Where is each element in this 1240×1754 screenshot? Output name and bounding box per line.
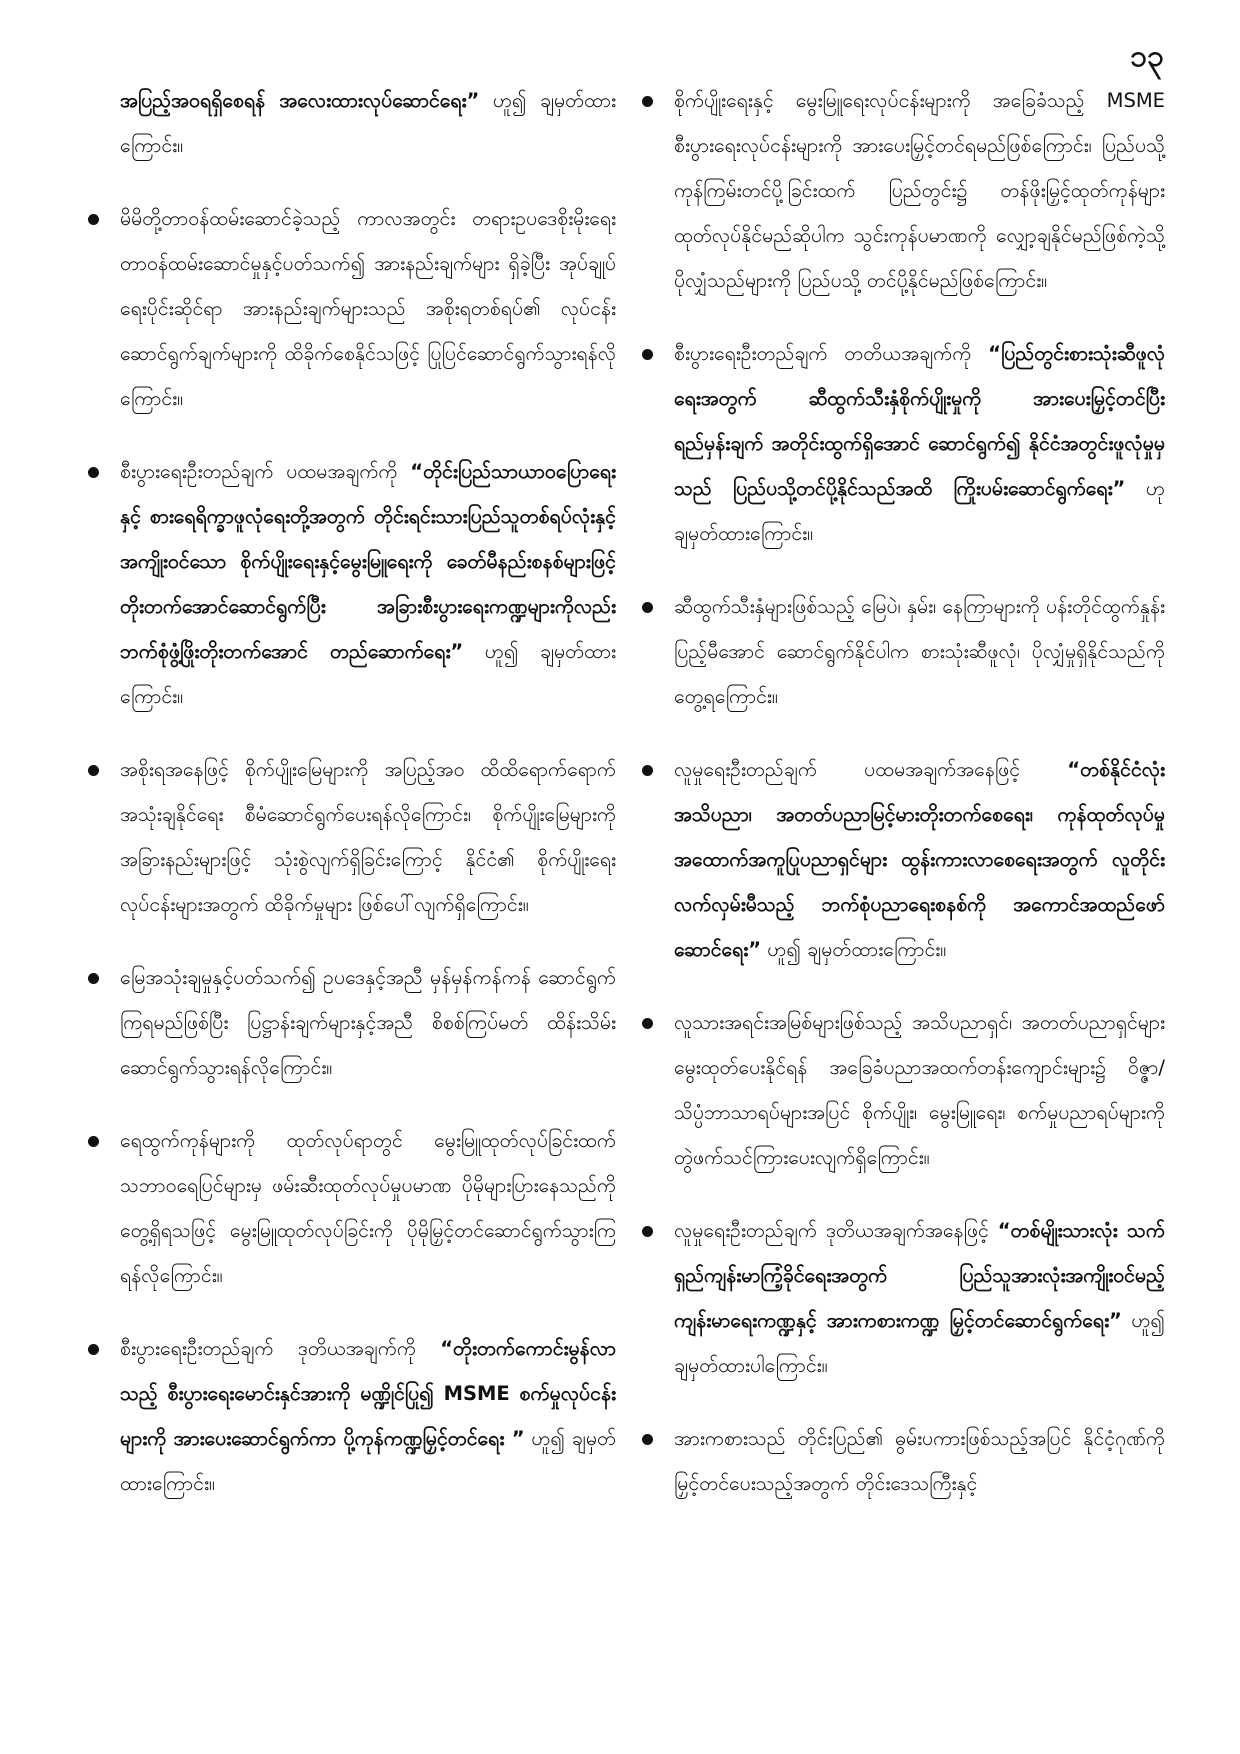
paragraph-text: အားကစားသည် တိုင်းပြည်၏ ဓွမ်းပကားဖြစ်သည့်အပြင် နိုင်ငံ့ဂုဏ်ကို မြှင့်တင်ပေးသည့်အတွက် တိုင်းဒေသကြီးနှင့် <box>674 1427 1165 1495</box>
right-column <box>650 78 1165 1534</box>
paragraph-text: လူမှုရေးဦးတည်ချက် ပထမအချက်အနေဖြင့် <box>674 758 1068 781</box>
bullet-paragraph <box>96 1118 616 1298</box>
bullet-paragraph <box>650 78 1165 303</box>
bullet-icon <box>88 1136 99 1147</box>
page-number: ၁၃ <box>1130 39 1164 74</box>
continued-paragraph <box>96 78 616 168</box>
bullet-icon <box>88 973 99 984</box>
bold-quote-text: “တိုင်းပြည်သာယာဝပြောရေးနှင့် စားရေရိက္ခာဖူလုံရေးတို့အတွက် တိုင်းရင်းသားပြည်သူတစ်ရပ်လုံးနှင့်အကျိုးဝင်သော စိုက်ပျိုးရေးနှင့်မွေးမြူရေးကို ခေတ်မီနည်းစနစ်များဖြင့် တိုးတက်အောင်ဆောင်ရွက်ပြီး အခြားစီးပွားရေးကဏ္ဍများကိုလည်း ဘက်စုံဖွံ့ဖြိုးတိုးတက်အောင် တည်ဆောက်ရေး” <box>120 460 616 663</box>
bullet-icon <box>642 765 653 776</box>
left-column <box>96 78 616 1534</box>
bullet-paragraph <box>650 1416 1165 1506</box>
bullet-icon <box>642 1018 653 1029</box>
bold-quote-text: အပြည့်အဝရရှိစေရန် အလေးထားလုပ်ဆောင်ရေး” <box>120 89 480 112</box>
paragraph-text: စီးပွားရေးဦးတည်ချက် တတိယအချက်ကို <box>674 342 989 365</box>
paragraph-text: အစိုးရအနေဖြင့် စိုက်ပျိုးမြေများကို အပြည့်အဝ ထိထိရောက်ရောက် အသုံးချနိုင်ရေး စီမံဆောင်ရွက်ပေးရန်လိုကြောင်း၊ စိုက်ပျိုးမြေများကို အခြားနည်းများဖြင့် သုံးစွဲလျက်ရှိခြင်းကြောင့် နိုင်ငံ၏ စိုက်ပျိုးရေးလုပ်ငန်းများအတွက် ထိခိုက်မှုများ ဖြစ်ပေါ်လျက်ရှိကြောင်း။ <box>120 758 616 916</box>
paragraph-text: ဟူ၍ ချမှတ်ထားကြောင်း။ <box>120 640 616 708</box>
paragraph-text: ရေထွက်ကုန်များကို ထုတ်လုပ်ရာတွင် မွေးမြူထုတ်လုပ်ခြင်းထက် သဘာဝရေပြင်များမှ ဖမ်းဆီးထုတ်လုပ်မှုပမာဏ ပိုမိုများပြားနေသည်ကို တွေ့ရှိရသဖြင့် မွေးမြူထုတ်လုပ်ခြင်းကို ပိုမိုမြှင့်တင်ဆောင်ရွက်သွားကြရန်လိုကြောင်း။ <box>120 1129 616 1287</box>
paragraph-text: ဟူ၍ ချမှတ်ထားကြောင်း။ <box>120 89 616 157</box>
bullet-paragraph <box>650 1000 1165 1180</box>
bullet-icon <box>642 1434 653 1445</box>
paragraph-text: ဟူ၍ ချမှတ်ထားကြောင်း။ <box>761 938 947 961</box>
bullet-icon <box>88 467 99 478</box>
bullet-paragraph <box>650 584 1165 719</box>
paragraph-text: မြေအသုံးချမှုနှင့်ပတ်သက်၍ ဥပဒေနှင့်အညီ မှန်မှန်ကန်ကန် ဆောင်ရွက်ကြရမည်ဖြစ်ပြီး ပြဋ္ဌာန်းချက်များနှင့်အညီ စိစစ်ကြပ်မတ် ထိန်းသိမ်းဆောင်ရွက်သွားရန်လိုကြောင်း။ <box>120 966 616 1079</box>
paragraph-text: ဟူ၍ ချမှတ်ထားကြောင်း။ <box>120 1427 616 1495</box>
bold-quote-text: “တစ်နိုင်ငံလုံး အသိပညာ၊ အတတ်ပညာမြင့်မားတိုးတက်စေရေး၊ ကုန်ထုတ်လုပ်မှု အထောက်အကူပြုပညာရှင်များ ထွန်းကားလာစေရေးအတွက် လူတိုင်းလက်လှမ်းမီသည့် ဘက်စုံပညာရေးစနစ်ကို အကောင်အထည်ဖော်ဆောင်ရေး” <box>674 758 1165 961</box>
bullet-paragraph <box>96 747 616 927</box>
bullet-paragraph <box>96 196 616 421</box>
bullet-paragraph <box>650 331 1165 556</box>
bold-quote-text: “တစ်မျိုးသားလုံး သက်ရှည်ကျန်းမာကြံ့ခိုင်ရေးအတွက် ပြည်သူအားလုံးအကျိုးဝင်မည့် ကျန်းမာရေးကဏ္ဍနှင့် အားကစားကဏ္ဍ မြှင့်တင်ဆောင်ရွက်ရေး” <box>674 1219 1165 1332</box>
bullet-icon <box>642 349 653 360</box>
paragraph-text: စီးပွားရေးဦးတည်ချက် ဒုတိယအချက်ကို <box>120 1337 441 1360</box>
paragraph-text: စီးပွားရေးဦးတည်ချက် ပထမအချက်ကို <box>120 460 411 483</box>
bold-quote-text: “ပြည်တွင်းစားသုံးဆီဖူလုံရေးအတွက် ဆီထွက်သီးနှံစိုက်ပျိုးမှုကို အားပေးမြှင့်တင်ပြီး ရည်မှန်းချက် အတိုင်းထွက်ရှိအောင် ဆောင်ရွက်၍ နိုင်ငံအတွင်းဖူလုံမှုမှသည် ပြည်ပသို့တင်ပို့နိုင်သည်အထိ ကြိုးပမ်းဆောင်ရွက်ရေး” <box>674 342 1165 500</box>
bullet-paragraph <box>96 1326 616 1506</box>
paragraph-text: လူသားအရင်းအမြစ်များဖြစ်သည့် အသိပညာရှင်၊ အတတ်ပညာရှင်များ မွေးထုတ်ပေးနိုင်ရန် အခြေခံပညာအထက်တန်းကျောင်းများ၌ ဝိဇ္ဇာ/ သိပ္ပံဘာသာရပ်များအပြင် စိုက်ပျိုး၊ မွေးမြူရေး၊ စက်မှုပညာရပ်များကို တွဲဖက်သင်ကြားပေးလျက်ရှိကြောင်း။ <box>674 1011 1165 1169</box>
paragraph-text: ဟူ၍ ချမှတ်ထားပါကြောင်း။ <box>674 1309 1165 1377</box>
bullet-paragraph <box>96 955 616 1090</box>
bold-quote-text: “တိုးတက်ကောင်းမွန်လာသည့် စီးပွားရေးမောင်းနှင်အားကို မဏ္ဍိုင်ပြု၍ MSME စက်မှုလုပ်ငန်းများကို အားပေးဆောင်ရွက်ကာ ပို့ကုန်ကဏ္ဍမြှင့်တင်ရေး ” <box>120 1337 616 1450</box>
bullet-icon <box>642 1226 653 1237</box>
bullet-icon <box>642 602 653 613</box>
paragraph-text: မိမိတို့တာဝန်ထမ်းဆောင်ခဲ့သည့် ကာလအတွင်း တရားဥပဒေစိုးမိုးရေး တာဝန်ထမ်းဆောင်မှုနှင့်ပတ်သက်၍ အားနည်းချက်များ ရှိခဲ့ပြီး အုပ်ချုပ်ရေးပိုင်းဆိုင်ရာ အားနည်းချက်များသည် အစိုးရတစ်ရပ်၏ လုပ်ငန်းဆောင်ရွက်ချက်များကို ထိခိုက်စေနိုင်သဖြင့် ပြုပြင်ဆောင်ရွက်သွားရန်လိုကြောင်း။ <box>120 207 616 410</box>
bullet-icon <box>88 765 99 776</box>
paragraph-text: စိုက်ပျိုးရေးနှင့် မွေးမြူရေးလုပ်ငန်းများကို အခြေခံသည့် MSME စီးပွားရေးလုပ်ငန်းများကို အားပေးမြှင့်တင်ရမည်ဖြစ်ကြောင်း၊ ပြည်ပသို့ ကုန်ကြမ်းတင်ပို့ခြင်းထက် ပြည်တွင်း၌ တန်ဖိုးမြှင့်ထုတ်ကုန်များ ထုတ်လုပ်နိုင်မည်ဆိုပါက သွင်းကုန်ပမာဏကို လျှော့ချနိုင်မည်ဖြစ်ကဲ့သို့ ပိုလျှံသည်များကို ပြည်ပသို့ တင်ပို့နိုင်မည်ဖြစ်ကြောင်း။ <box>674 89 1165 292</box>
paragraph-text: ဆီထွက်သီးနှံများဖြစ်သည့် မြေပဲ၊ နှမ်း၊ နေကြာများကို ပန်းတိုင်ထွက်နှုန်း ပြည့်မီအောင် ဆောင်ရွက်နိုင်ပါက စားသုံးဆီဖူလုံ၊ ပိုလျှံမှုရှိနိုင်သည်ကိုတွေ့ရကြောင်း။ <box>674 595 1165 708</box>
bullet-paragraph <box>96 449 616 719</box>
bullet-icon <box>88 214 99 225</box>
bullet-paragraph <box>650 1208 1165 1388</box>
bullet-paragraph <box>650 747 1165 972</box>
paragraph-text: ဟု ချမှတ်ထားကြောင်း။ <box>674 477 1165 545</box>
bullet-icon <box>88 1344 99 1355</box>
bullet-icon <box>642 96 653 107</box>
paragraph-text: လူမှုရေးဦးတည်ချက် ဒုတိယအချက်အနေဖြင့် <box>674 1219 998 1242</box>
